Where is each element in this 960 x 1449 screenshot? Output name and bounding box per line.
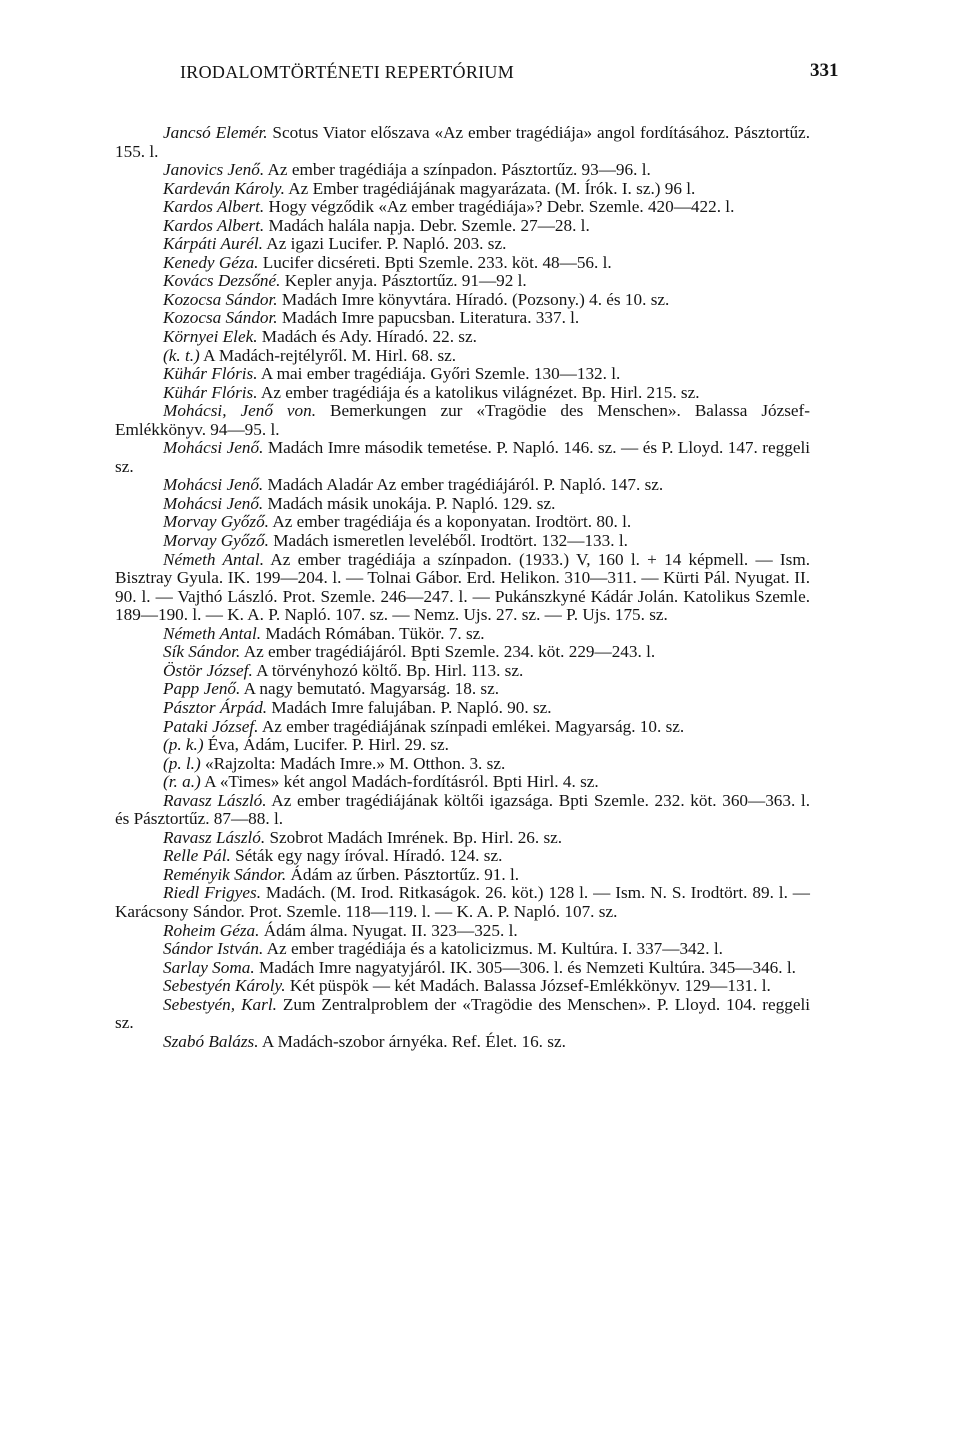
entry-text: Madách Rómában. Tükör. 7. sz. bbox=[261, 623, 485, 643]
entry-author: Ravasz László. bbox=[163, 827, 266, 847]
entry-author: Németh Antal. bbox=[163, 549, 264, 569]
entry-author: Reményik Sándor. bbox=[163, 864, 287, 884]
entry-text: Madách Imre falujában. P. Napló. 90. sz. bbox=[267, 697, 552, 717]
bibliography-entry bbox=[115, 124, 810, 161]
entry-author: Szabó Balázs. bbox=[163, 1031, 259, 1051]
entry-author: Ravasz László. bbox=[163, 790, 267, 810]
bibliography-entry bbox=[115, 940, 810, 959]
entry-author: Sík Sándor. bbox=[163, 642, 241, 662]
entry-author: Morvay Győző. bbox=[163, 512, 269, 532]
entry-text: A törvényhozó költő. Bp. Hirl. 113. sz. bbox=[252, 660, 524, 680]
entry-text: Ádám az űrben. Pásztortűz. 91. l. bbox=[286, 864, 520, 884]
entry-author: (p. k.) bbox=[163, 735, 204, 755]
page-header bbox=[0, 62, 960, 92]
bibliography-entry bbox=[115, 402, 810, 439]
entry-text: Szobrot Madách Imrének. Bp. Hirl. 26. sz. bbox=[265, 827, 563, 847]
entry-author: Mohácsi Jenő. bbox=[163, 475, 264, 495]
bibliography-entry bbox=[115, 959, 810, 978]
entry-text: Madách Imre nagyatyjáról. IK. 305—306. l. és Nemzeti Kultúra. 345—346. l. bbox=[254, 957, 796, 977]
bibliography-entry bbox=[115, 680, 810, 699]
entry-text: Madách Imre második temetése. P. Napló. 146. sz. — és P. Lloyd. 147. reggeli sz. bbox=[115, 438, 810, 476]
entry-author: Relle Pál. bbox=[163, 846, 231, 866]
bibliography-entry bbox=[115, 495, 810, 514]
entry-text: Zum Zentralproblem der «Tragödie des Menschen». P. Lloyd. 104. reggeli sz. bbox=[115, 994, 810, 1033]
bibliography-entry bbox=[115, 532, 810, 551]
entry-text: Éva, Ádám, Lucifer. P. Hirl. 29. sz. bbox=[203, 735, 449, 755]
bibliography-entry bbox=[115, 792, 810, 829]
entry-author: Papp Jenő. bbox=[163, 679, 241, 699]
bibliography-entry bbox=[115, 773, 810, 792]
entry-text: «Rajzolta: Madách Imre.» M. Otthon. 3. sz. bbox=[200, 753, 506, 773]
entry-author: (r. a.) bbox=[163, 772, 201, 792]
bibliography-entry bbox=[115, 1033, 810, 1052]
bibliography-entry bbox=[115, 922, 810, 941]
bibliography-entry bbox=[115, 625, 810, 644]
bibliography-entry bbox=[115, 291, 810, 310]
entry-author: Mohácsi Jenő. bbox=[163, 438, 264, 458]
entry-text: Az ember tragédiája a színpadon. Pásztortűz. 93—96. l. bbox=[264, 160, 651, 180]
bibliography-entry bbox=[115, 365, 810, 384]
entry-author: Kardeván Károly. bbox=[163, 178, 285, 198]
entry-author: Morvay Győző. bbox=[163, 531, 269, 551]
entry-text: Madách másik unokája. P. Napló. 129. sz. bbox=[263, 493, 556, 513]
entry-author: Sebestyén Károly. bbox=[163, 976, 286, 996]
entry-author: Sebestyén, Karl. bbox=[163, 994, 277, 1014]
bibliography-entry bbox=[115, 272, 810, 291]
entry-author: Kovács Dezsőné. bbox=[163, 271, 281, 291]
entry-author: Mohácsi, Jenő von. bbox=[163, 401, 317, 421]
entry-text: Kepler anyja. Pásztortűz. 91—92 l. bbox=[280, 271, 527, 291]
entry-text: Bemerkungen zur «Tragödie des Menschen». Balassa József-Emlékkönyv. 94—95. l. bbox=[115, 401, 810, 439]
entry-author: (k. t.) bbox=[163, 345, 200, 365]
entry-text: Az igazi Lucifer. P. Napló. 203. sz. bbox=[262, 234, 507, 254]
entry-author: Kozocsa Sándor. bbox=[163, 308, 278, 328]
entry-author: Németh Antal. bbox=[163, 623, 262, 643]
bibliography-entry bbox=[115, 736, 810, 755]
entry-text: Az ember tragédiájának színpadi emlékei. Magyarság. 10. sz. bbox=[258, 716, 685, 736]
running-head: IRODALOMTÖRTÉNETI REPERTÓRIUM bbox=[180, 62, 515, 82]
bibliography-entry bbox=[115, 254, 810, 273]
bibliography-entry bbox=[115, 513, 810, 532]
bibliography-entry bbox=[115, 198, 810, 217]
entry-text: Az ember tragédiája a színpadon. (1933.) V, 160 l. + 14 képmell. — Ism. Bisztray Gyula. IK. 199—204. l. — Tolnai Gábor. Erd. Helikon. 310—311. — Kürti Pál. Nyugat. II. 90. l. — Vajthó László. Prot. Szemle. 246—247. l. — Pukánszkyné Kádár Jolán. Katolikus Szemle. 189—190. l. — K. A. P. Napló. 107. sz. — Nemz. Ujs. 27. sz. — P. Ujs. 175. sz. bbox=[115, 549, 810, 625]
entry-text: Madách ismeretlen leveléből. Irodtört. 132—133. l. bbox=[268, 531, 628, 551]
entry-text: Madách és Ady. Híradó. 22. sz. bbox=[257, 327, 477, 347]
entry-text: A Madách-rejtélyről. M. Hirl. 68. sz. bbox=[199, 345, 457, 365]
entry-text: Madách. (M. Irod. Ritkaságok. 26. köt.) 128 l. — Ism. N. S. Irodtört. 89. l. — Karácsony Sándor. Prot. Szemle. 118—119. l. — K. A. P. Napló. 107. sz. bbox=[115, 883, 810, 921]
entry-text: Scotus Viator előszava «Az ember tragédiája» angol fordításához. Pásztortűz. 155. l. bbox=[115, 123, 810, 161]
entry-text: Ádám álma. Nyugat. II. 323—325. l. bbox=[259, 920, 518, 940]
bibliography-entry bbox=[115, 384, 810, 403]
entry-text: Az ember tragédiájának költői igazsága. Bpti Szemle. 232. köt. 360—363. l. és Pásztortűz. 87—88. l. bbox=[115, 790, 811, 829]
entry-author: Kárpáti Aurél. bbox=[163, 234, 263, 254]
entry-text: Az ember tragédiája és a koponyatan. Irodtört. 80. l. bbox=[268, 512, 632, 532]
entry-author: Jancsó Elemér. bbox=[163, 123, 268, 142]
entry-text: Hogy végződik «Az ember tragédiája»? Debr. Szemle. 420—422. l. bbox=[264, 197, 735, 217]
entry-author: Kühár Flóris. bbox=[163, 364, 258, 384]
bibliography-entry bbox=[115, 996, 810, 1033]
entry-text: A nagy bemutató. Magyarság. 18. sz. bbox=[240, 679, 500, 699]
entry-author: Roheim Géza. bbox=[163, 920, 260, 940]
bibliography-entry bbox=[115, 180, 810, 199]
entry-text: Madách Imre könyvtára. Híradó. (Pozsony.) 4. és 10. sz. bbox=[277, 289, 670, 309]
entry-text: A «Times» két angol Madách-fordításról. Bpti Hirl. 4. sz. bbox=[200, 772, 599, 792]
bibliography-entry bbox=[115, 328, 810, 347]
entry-author: Kozocsa Sándor. bbox=[163, 289, 278, 309]
bibliography-entry bbox=[115, 829, 810, 848]
bibliography-entry bbox=[115, 977, 810, 996]
bibliography-entry bbox=[115, 161, 810, 180]
entry-author: (p. l.) bbox=[163, 753, 201, 773]
entry-text: A Madách-szobor árnyéka. Ref. Élet. 16. sz. bbox=[258, 1031, 566, 1051]
entry-author: Környei Elek. bbox=[163, 327, 258, 347]
entry-author: Pataki József. bbox=[163, 716, 259, 736]
entry-text: Madách Aladár Az ember tragédiájáról. P. Napló. 147. sz. bbox=[263, 475, 664, 495]
entry-author: Sándor István. bbox=[163, 939, 264, 959]
entry-author: Mohácsi Jenő. bbox=[163, 493, 264, 513]
entry-author: Kardos Albert. bbox=[163, 197, 265, 217]
entry-text: Az Ember tragédiájának magyarázata. (M. Írók. I. sz.) 96 l. bbox=[284, 178, 696, 198]
entry-text: Séták egy nagy íróval. Híradó. 124. sz. bbox=[230, 846, 503, 866]
bibliography-entry bbox=[115, 866, 810, 885]
page-number: 331 bbox=[810, 60, 839, 81]
bibliography-entry bbox=[115, 347, 810, 366]
bibliography-entry bbox=[115, 217, 810, 236]
bibliography-entry bbox=[115, 718, 810, 737]
entry-text: Két püspök — két Madách. Balassa József-Emlékkönyv. 129—131. l. bbox=[285, 976, 771, 996]
bibliography-entry bbox=[115, 551, 810, 625]
bibliography-entry bbox=[115, 643, 810, 662]
entry-text: Madách Imre papucsban. Literatura. 337. l. bbox=[277, 308, 580, 328]
entry-text: Az ember tragédiájáról. Bpti Szemle. 234. köt. 229—243. l. bbox=[240, 642, 656, 662]
bibliography-entry bbox=[115, 439, 810, 476]
entry-text: Lucifer dicséreti. Bpti Szemle. 233. köt. 48—56. l. bbox=[258, 252, 612, 272]
bibliography-entry bbox=[115, 884, 810, 921]
entry-author: Janovics Jenő. bbox=[163, 160, 265, 180]
entry-author: Östör József. bbox=[163, 660, 253, 680]
entry-text: A mai ember tragédiája. Győri Szemle. 130—132. l. bbox=[257, 364, 621, 384]
bibliography-entry bbox=[115, 847, 810, 866]
entry-author: Kardos Albert. bbox=[163, 215, 265, 235]
entry-author: Kenedy Géza. bbox=[163, 252, 259, 272]
bibliography-entry bbox=[115, 699, 810, 718]
bibliography-entry bbox=[115, 235, 810, 254]
bibliography-entry bbox=[115, 309, 810, 328]
bibliography-entry bbox=[115, 476, 810, 495]
entry-text: Az ember tragédiája és a katolikus világnézet. Bp. Hirl. 215. sz. bbox=[257, 382, 700, 402]
entry-author: Kühár Flóris. bbox=[163, 382, 258, 402]
bibliography-entry bbox=[115, 755, 810, 774]
entry-text: Az ember tragédiája és a katolicizmus. M. Kultúra. I. 337—342. l. bbox=[263, 939, 723, 959]
entry-author: Pásztor Árpád. bbox=[163, 697, 268, 717]
entry-author: Riedl Frigyes. bbox=[163, 883, 261, 903]
bibliography-entry bbox=[115, 662, 810, 681]
entry-text: Madách halála napja. Debr. Szemle. 27—28. l. bbox=[264, 215, 590, 235]
bibliography-list bbox=[115, 124, 810, 1051]
entry-author: Sarlay Soma. bbox=[163, 957, 255, 977]
